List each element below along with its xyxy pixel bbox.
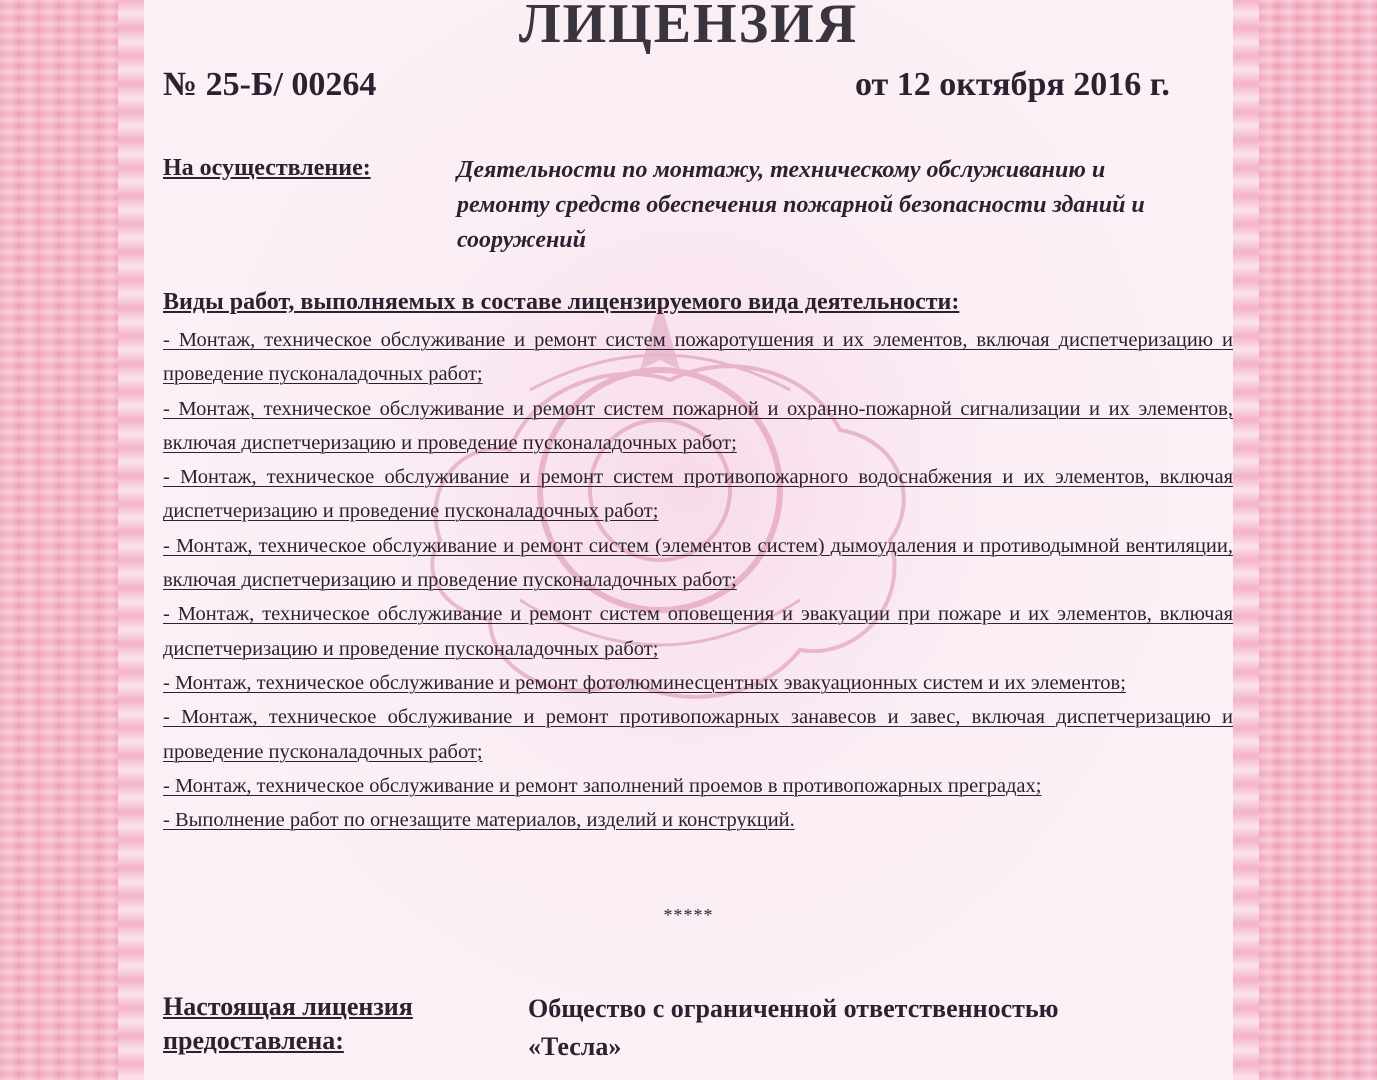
work-item: - Выполнение работ по огнезащите материалов, изделий и конструкций. xyxy=(163,809,795,832)
granted-label: Настоящая лицензия предоставлена: xyxy=(163,992,413,1055)
license-number: № 25-Б/ 00264 xyxy=(163,66,377,103)
work-item: - Монтаж, техническое обслуживание и ремонт систем пожарной и охранно-пожарной сигнализации и их элементов, включая диспетчеризацию и проведение пусконаладочных работ; xyxy=(163,397,1233,454)
separator: ***** xyxy=(663,905,714,925)
work-item: - Монтаж, техническое обслуживание и ремонт фотолюминесцентных эвакуационных систем и их элементов; xyxy=(163,671,1126,694)
work-item: - Монтаж, техническое обслуживание и ремонт систем (элементов систем) дымоудаления и противодымной вентиляции, включая диспетчеризацию и проведение пусконаладочных работ; xyxy=(163,534,1233,592)
work-item: - Монтаж, техническое обслуживание и ремонт противопожарных занавесов и завес, включая диспетчеризацию и проведение пусконаладочных работ; xyxy=(163,706,1233,763)
works-list xyxy=(163,323,1233,837)
work-item: - Монтаж, техническое обслуживание и ремонт заполнений проемов в противопожарных преградах; xyxy=(163,774,1042,797)
organization-line-2: «Тесла» xyxy=(528,1032,622,1061)
organization-line-1: Общество с ограниченной ответственностью xyxy=(528,994,1059,1023)
document-title: ЛИЦЕНЗИЯ xyxy=(518,0,859,55)
works-heading: Виды работ, выполняемых в составе лицензируемого вида деятельности: xyxy=(163,289,960,315)
work-item: - Монтаж, техническое обслуживание и ремонт систем оповещения и эвакуации при пожаре и их элементов, включая диспетчеризацию и проведение пусконаладочных работ; xyxy=(163,603,1233,660)
purpose-text: Деятельности по монтажу, техническому обслуживанию и ремонту средств обеспечения пожарной безопасности зданий и сооружений xyxy=(457,157,1145,253)
license-date: от 12 октября 2016 г. xyxy=(855,66,1170,103)
purpose-label: На осуществление: xyxy=(163,155,371,181)
organization-name xyxy=(528,990,1228,1066)
work-item: - Монтаж, техническое обслуживание и ремонт систем пожаротушения и их элементов, включая диспетчеризацию и проведение пусконаладочных работ; xyxy=(163,329,1233,386)
work-item: - Монтаж, техническое обслуживание и ремонт систем противопожарного водоснабжения и их элементов, включая диспетчеризацию и проведение пусконаладочных работ; xyxy=(163,466,1233,523)
